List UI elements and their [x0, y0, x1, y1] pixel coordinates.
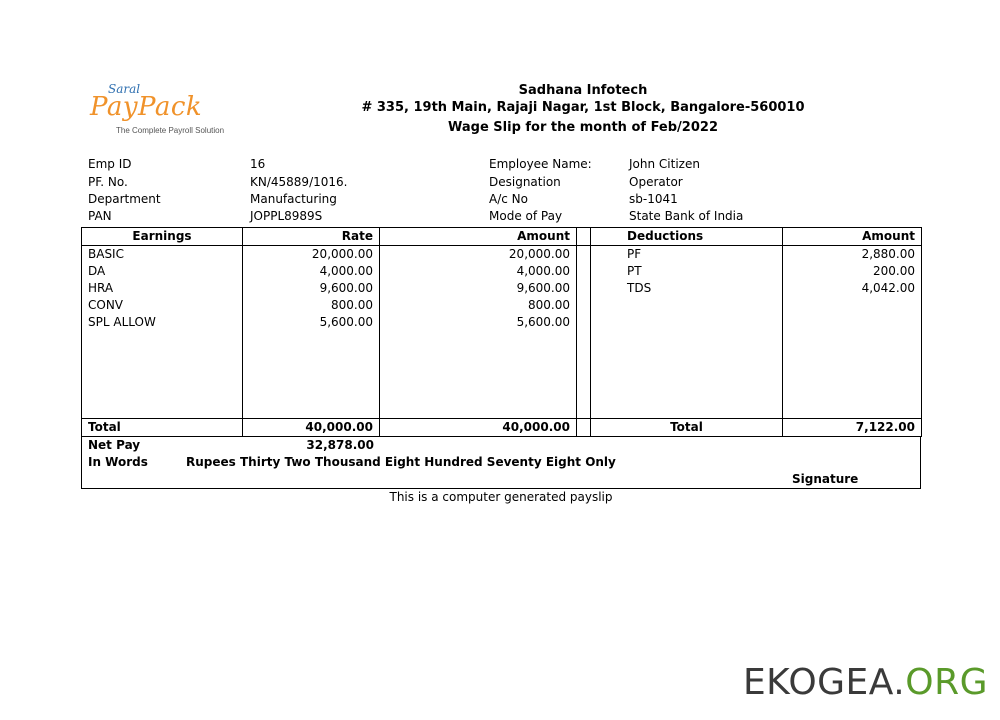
pan-label: PAN — [88, 209, 112, 223]
table-header-row — [82, 228, 922, 246]
earning-amount: 20,000.00 — [380, 246, 577, 264]
logo-saral-text: Saral — [108, 82, 141, 96]
earning-amount: 9,600.00 — [380, 280, 577, 297]
watermark-main: EKOGEA. — [742, 662, 906, 703]
earning-name: SPL ALLOW — [88, 315, 156, 329]
pf-no-value: KN/45889/1016. — [250, 175, 348, 189]
net-pay-label: Net Pay — [88, 438, 141, 452]
deduction-amount: 200.00 — [783, 263, 922, 280]
deduction-amount: 2,880.00 — [783, 246, 922, 264]
table-row — [82, 297, 922, 314]
total-deductions-label: Total — [591, 419, 783, 437]
company-address: # 335, 19th Main, Rajaji Nagar, 1st Block, Bangalore-560010 — [361, 100, 805, 115]
total-rate: 40,000.00 — [243, 419, 380, 437]
earning-rate: 9,600.00 — [243, 280, 380, 297]
salary-table — [81, 227, 922, 437]
earning-name: CONV — [88, 298, 124, 312]
deductions-header: Deductions — [591, 228, 783, 246]
table-row — [82, 263, 922, 280]
earning-name: HRA — [88, 281, 114, 295]
total-label: Total — [82, 419, 243, 437]
earning-rate: 800.00 — [243, 297, 380, 314]
emp-id-value: 16 — [250, 157, 266, 171]
pf-no-label: PF. No. — [88, 175, 128, 189]
employee-name-value: John Citizen — [629, 157, 700, 171]
earning-amount: 5,600.00 — [380, 314, 577, 331]
net-pay-value: 32,878.00 — [306, 438, 374, 452]
mode-of-pay-label: Mode of Pay — [489, 209, 563, 223]
employee-name-label: Employee Name: — [489, 157, 592, 171]
account-no-value: sb-1041 — [629, 192, 678, 206]
table-row — [82, 314, 922, 331]
watermark-logo — [743, 662, 988, 703]
table-row — [82, 280, 922, 297]
mode-of-pay-value: State Bank of India — [629, 209, 744, 223]
pan-value: JOPPL8989S — [250, 209, 323, 223]
slip-title: Wage Slip for the month of Feb/2022 — [448, 120, 718, 135]
logo-tagline: The Complete Payroll Solution — [116, 126, 225, 135]
department-value: Manufacturing — [250, 192, 337, 206]
company-name: Sadhana Infotech — [518, 83, 648, 98]
watermark-accent: ORG — [905, 662, 988, 703]
total-deductions-amount: 7,122.00 — [783, 419, 922, 437]
deduction-amount-header: Amount — [783, 228, 922, 246]
deduction-name: PF — [591, 246, 783, 264]
deduction-name: TDS — [591, 280, 783, 297]
earning-name: BASIC — [88, 247, 124, 261]
table-row — [82, 246, 922, 264]
department-label: Department — [88, 192, 161, 206]
table-spacer-row — [82, 331, 922, 419]
logo-paypack-text: PayPack — [90, 92, 203, 122]
rate-header: Rate — [243, 228, 380, 246]
earning-amount: 4,000.00 — [380, 263, 577, 280]
earning-rate: 5,600.00 — [243, 314, 380, 331]
amount-header: Amount — [380, 228, 577, 246]
total-amount: 40,000.00 — [380, 419, 577, 437]
earning-rate: 4,000.00 — [243, 263, 380, 280]
column-gap — [577, 228, 591, 246]
designation-label: Designation — [489, 175, 561, 189]
earning-amount: 800.00 — [380, 297, 577, 314]
earning-rate: 20,000.00 — [243, 246, 380, 264]
deduction-amount: 4,042.00 — [783, 280, 922, 297]
signature-label: Signature — [792, 472, 859, 486]
in-words-label: In Words — [88, 455, 148, 469]
emp-id-label: Emp ID — [88, 157, 132, 171]
designation-value: Operator — [629, 175, 683, 189]
earnings-header: Earnings — [82, 228, 243, 246]
earning-name: DA — [88, 264, 106, 278]
deduction-name: PT — [591, 263, 783, 280]
table-total-row — [82, 419, 922, 437]
computer-generated-note: This is a computer generated payslip — [389, 490, 613, 504]
account-no-label: A/c No — [489, 192, 528, 206]
in-words-value: Rupees Thirty Two Thousand Eight Hundred Seventy Eight Only — [186, 455, 616, 469]
